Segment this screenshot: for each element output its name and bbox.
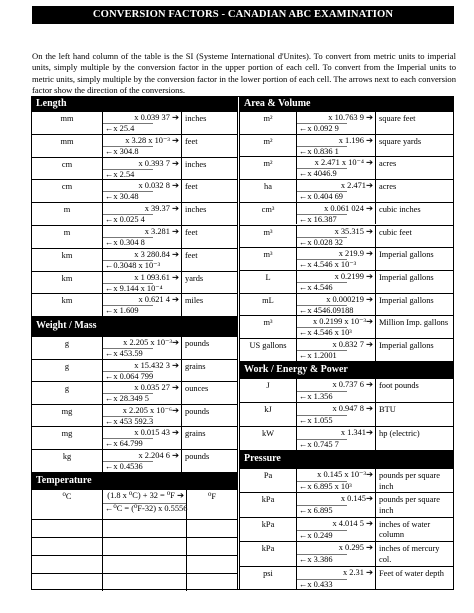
imperial-to-metric-factor: ←x 2.54	[105, 169, 135, 179]
imperial-unit: feet	[185, 136, 198, 146]
imperial-to-metric-factor: ←x 1.2001	[299, 351, 337, 360]
imperial-to-metric-factor: ←0.3048 x 10⁻³	[105, 260, 161, 270]
imperial-to-metric-factor: ←x 4.546	[299, 282, 333, 292]
si-unit: mg	[61, 429, 73, 439]
imperial-to-metric-factor: ←x 0.304 8	[105, 238, 145, 247]
conversion-row	[32, 179, 237, 202]
imperial-unit: inches	[185, 159, 207, 169]
imperial-unit: BTU	[379, 405, 396, 414]
factor-cell	[296, 542, 376, 565]
imperial-unit: feet	[185, 182, 198, 192]
si-unit: J	[266, 381, 270, 390]
imperial-to-metric-factor: ←x 9.144 x 10⁻⁴	[105, 283, 163, 293]
factor-cell	[102, 158, 182, 180]
imperial-unit: acres	[379, 182, 397, 192]
factor-cell	[102, 249, 182, 271]
conversion-row	[240, 202, 453, 225]
si-unit: km	[61, 296, 73, 306]
conversion-row	[240, 225, 453, 248]
conversion-row	[32, 225, 237, 248]
factor-cell	[102, 405, 182, 427]
empty-cell	[102, 574, 187, 591]
section-pressure-header: Pressure	[240, 450, 453, 468]
conversion-row	[32, 293, 237, 316]
imperial-to-metric-factor: ←x 0.028 32	[299, 237, 343, 247]
conversion-row	[240, 270, 453, 293]
si-unit: mm	[60, 136, 74, 146]
imperial-unit: cubic feet	[379, 227, 412, 237]
si-unit: m²	[263, 136, 273, 146]
imperial-unit: inches of water column	[379, 519, 431, 540]
center-divider	[237, 97, 238, 589]
imperial-to-metric-factor: ←x 1.609	[105, 306, 139, 316]
empty-row	[32, 537, 237, 555]
section-length-header: Length	[32, 97, 237, 111]
factor-cell	[102, 427, 182, 449]
imperial-unit: Imperial gallons	[379, 250, 434, 260]
factor-cell	[102, 294, 182, 316]
conversion-row	[240, 426, 453, 450]
metric-to-imperial-factor: x 15.432 3 ➔	[134, 360, 179, 370]
imperial-to-metric-factor: ←x 4.546 x 10⁻³	[299, 260, 357, 270]
conversion-row	[32, 157, 237, 180]
imperial-to-metric-factor: ←x 6.895	[299, 506, 333, 516]
imperial-unit: Imperial gallons	[379, 272, 434, 282]
si-unit: km	[61, 273, 73, 283]
imperial-to-metric-factor: ←x 0.025 4	[105, 215, 145, 225]
si-unit: m	[63, 205, 71, 215]
si-unit: m³	[263, 318, 273, 328]
imperial-to-metric-factor: ←x 0.4536	[105, 462, 143, 471]
factor-cell	[296, 567, 376, 590]
conversion-row	[240, 315, 453, 338]
metric-to-imperial-factor: x 0.295 ➔	[338, 543, 373, 553]
temperature-row	[32, 489, 237, 519]
factor-cell	[102, 337, 182, 359]
conversion-row	[240, 541, 453, 565]
imperial-to-metric-factor: ←x 0.092 9	[299, 124, 339, 133]
page-title: CONVERSION FACTORS - CANADIAN ABC EXAMINATION	[32, 6, 454, 24]
si-unit: cm	[61, 182, 73, 192]
si-unit: US gallons	[249, 341, 287, 350]
si-unit: cm³	[261, 204, 275, 214]
factor-cell	[102, 203, 182, 225]
si-unit: kg	[62, 452, 72, 461]
factor-cell	[296, 469, 376, 492]
metric-to-imperial-factor: x 0.737 6 ➔	[332, 380, 373, 389]
metric-to-imperial-factor: x 35.315 ➔	[334, 226, 373, 236]
conversion-row	[32, 426, 237, 449]
factor-cell	[102, 382, 182, 404]
imperial-to-metric-factor: ←x 453 592.3	[105, 416, 154, 426]
conversion-row	[32, 404, 237, 427]
metric-to-imperial-factor: x 0.2199 ➔	[334, 271, 373, 281]
conversion-table	[31, 96, 454, 590]
imperial-unit: pounds	[185, 339, 210, 348]
si-unit: m²	[263, 114, 273, 123]
conversion-row	[240, 156, 453, 179]
imperial-unit: Imperial gallons	[379, 295, 434, 305]
imperial-to-metric-factor: ←x 304.8	[105, 146, 139, 156]
imperial-unit: pounds per square inch	[379, 471, 440, 491]
section-area-volume-header: Area & Volume	[240, 97, 453, 111]
imperial-to-metric-factor: ←x 0.433	[299, 579, 333, 589]
empty-cell	[102, 556, 187, 573]
metric-to-imperial-factor: x 2.205 x 10⁻³➔	[123, 338, 179, 347]
metric-to-imperial-factor: x 0.2199 x 10⁻³➔	[312, 317, 373, 327]
si-unit: m³	[263, 227, 273, 237]
metric-to-imperial-factor: x 0.145 x 10⁻³➔	[317, 470, 373, 479]
imperial-unit: grains	[185, 429, 206, 439]
si-unit: ha	[264, 182, 272, 192]
conversion-row	[240, 492, 453, 516]
imperial-to-metric-factor: ←⁰C = (⁰F-32) x 0.5556	[105, 504, 188, 513]
imperial-to-metric-factor: ←x 0.836 1	[299, 146, 339, 156]
factor-cell	[102, 360, 182, 382]
si-unit: cm	[61, 159, 73, 169]
si-unit: kJ	[264, 405, 272, 414]
metric-to-imperial-factor: x 1.341➔	[340, 428, 373, 437]
metric-to-imperial-factor: x 3.28 x 10⁻³ ➔	[125, 135, 179, 145]
conversion-row	[240, 338, 453, 361]
imperial-unit: miles	[185, 296, 204, 306]
empty-cell	[102, 538, 187, 555]
metric-to-imperial-factor: x 2.471➔	[340, 181, 373, 191]
si-unit: ⁰C	[62, 492, 72, 501]
section-weight-header: Weight / Mass	[32, 316, 237, 336]
empty-row	[32, 573, 237, 591]
factor-cell	[296, 203, 376, 225]
empty-row	[32, 555, 237, 573]
factor-cell	[102, 490, 187, 519]
imperial-unit: yards	[185, 273, 204, 283]
si-unit: mm	[60, 114, 74, 123]
metric-to-imperial-factor: x 2.205 x 10⁻⁶➔	[122, 405, 179, 415]
metric-to-imperial-factor: x 0.947 8 ➔	[332, 404, 373, 413]
si-unit: m²	[263, 159, 273, 169]
metric-to-imperial-factor: x 2.471 x 10⁻⁴ ➔	[314, 158, 373, 168]
factor-cell	[296, 248, 376, 270]
imperial-unit: ⁰F	[207, 492, 216, 501]
factor-cell	[296, 226, 376, 248]
imperial-to-metric-factor: ←x 16.387	[299, 214, 337, 224]
si-unit: g	[64, 339, 70, 348]
imperial-to-metric-factor: ←x 1.356	[299, 392, 333, 401]
conversion-row	[240, 179, 453, 202]
factor-cell	[102, 450, 182, 472]
imperial-to-metric-factor: ←x 4046.9	[299, 169, 337, 179]
imperial-unit: hp (electric)	[379, 429, 420, 438]
si-unit: kPa	[261, 544, 275, 554]
metric-to-imperial-factor: x 0.145➔	[340, 494, 373, 504]
factor-cell	[102, 135, 182, 157]
conversion-row	[240, 293, 453, 316]
conversion-row	[32, 111, 237, 134]
conversion-row	[240, 378, 453, 402]
metric-to-imperial-factor: x 0.015 43 ➔	[134, 428, 179, 438]
factor-cell	[296, 112, 376, 134]
imperial-to-metric-factor: ←x 0.249	[299, 530, 333, 540]
metric-to-imperial-factor: x 3.281 ➔	[144, 227, 179, 236]
metric-to-imperial-factor: x 2.31 ➔	[342, 567, 373, 577]
imperial-unit: grains	[185, 361, 206, 371]
factor-cell	[296, 427, 376, 450]
imperial-unit: feet	[185, 250, 198, 260]
section-temperature-header: Temperature	[32, 472, 237, 489]
si-unit: psi	[263, 568, 273, 578]
metric-to-imperial-factor: x 39.37 ➔	[144, 204, 179, 214]
factor-cell	[102, 272, 182, 294]
imperial-to-metric-factor: ←x 28.349 5	[105, 394, 149, 404]
intro-paragraph: On the left hand column of the table is the SI (Systeme International d'Unites). To convert from metric units to imperial units, simply multiple by the conversion factor in the upper portion of each cell. To convert from the Imperial units to metric units, simply multiple by the conversion factor in the lower portion of each cell. The arrows next to each conversion factor show the direction of the conversions.	[32, 51, 456, 96]
factor-cell	[296, 180, 376, 202]
imperial-to-metric-factor: ←x 4546.09188	[299, 305, 354, 315]
imperial-to-metric-factor: ←x 1.055	[299, 416, 333, 425]
metric-to-imperial-factor: x 0.393 7 ➔	[138, 158, 179, 168]
metric-to-imperial-factor: x 1 093.61 ➔	[134, 272, 179, 282]
metric-to-imperial-factor: x 3 280.84 ➔	[134, 249, 179, 259]
conversion-row	[240, 247, 453, 270]
imperial-to-metric-factor: ←x 4.546 x 10³	[299, 328, 352, 338]
imperial-unit: Million Imp. gallons	[379, 318, 449, 328]
imperial-to-metric-factor: ←x 453.59	[105, 349, 143, 358]
si-unit: g	[64, 361, 70, 371]
factor-cell	[102, 226, 182, 248]
factor-cell	[296, 135, 376, 157]
factor-cell	[296, 271, 376, 293]
conversion-row	[240, 111, 453, 134]
si-unit: km	[61, 250, 73, 260]
factor-cell	[296, 518, 376, 541]
si-unit: m	[63, 228, 71, 237]
conversion-row	[32, 202, 237, 225]
imperial-unit: pounds	[185, 406, 210, 416]
metric-to-imperial-factor: x 219.9 ➔	[338, 249, 373, 259]
section-work-header: Work / Energy & Power	[240, 361, 453, 378]
factor-cell	[296, 403, 376, 426]
imperial-unit: pounds per square inch	[379, 495, 440, 515]
si-unit: Pa	[263, 471, 273, 480]
imperial-to-metric-factor: ←x 6.895 x 10³	[299, 482, 352, 491]
imperial-to-metric-factor: ←x 25.4	[105, 124, 135, 133]
si-unit: mL	[262, 295, 274, 305]
conversion-row	[32, 336, 237, 359]
si-unit: m³	[263, 250, 273, 260]
imperial-to-metric-factor: ←x 0.064 799	[105, 371, 154, 381]
conversion-row	[32, 271, 237, 294]
metric-to-imperial-factor: x 0.039 37 ➔	[134, 113, 179, 122]
metric-to-imperial-factor: x 10.763 9 ➔	[328, 113, 373, 122]
conversion-row	[240, 402, 453, 426]
imperial-to-metric-factor: ←x 0.404 69	[299, 192, 343, 202]
empty-row	[32, 519, 237, 537]
conversion-row	[240, 468, 453, 492]
empty-cell	[102, 520, 187, 537]
imperial-unit: inches of mercury col.	[379, 544, 440, 564]
imperial-unit: cubic inches	[379, 204, 421, 214]
conversion-row	[240, 566, 453, 590]
imperial-unit: inches	[185, 205, 207, 215]
metric-to-imperial-factor: x 0.000219 ➔	[326, 294, 373, 304]
conversion-row	[32, 134, 237, 157]
metric-to-imperial-factor: x 0.061 024 ➔	[324, 203, 373, 213]
imperial-unit: inches	[185, 114, 207, 123]
conversion-row	[240, 517, 453, 541]
si-unit: kPa	[261, 495, 275, 505]
imperial-unit: acres	[379, 159, 397, 169]
imperial-unit: foot pounds	[379, 381, 419, 390]
conversion-row	[240, 134, 453, 157]
si-unit: mg	[61, 406, 73, 416]
metric-to-imperial-factor: x 0.032 8 ➔	[138, 181, 179, 191]
conversion-row	[32, 359, 237, 382]
imperial-to-metric-factor: ←x 0.745 7	[299, 440, 339, 449]
imperial-unit: square yards	[379, 136, 422, 146]
center-divider-2	[239, 97, 240, 589]
metric-to-imperial-factor: x 0.035 27 ➔	[134, 383, 179, 393]
conversion-row	[32, 248, 237, 271]
factor-cell	[296, 339, 376, 361]
factor-cell	[296, 294, 376, 316]
conversion-row	[32, 449, 237, 472]
imperial-unit: Imperial gallons	[379, 341, 434, 350]
metric-to-imperial-factor: x 0.832 7 ➔	[332, 340, 373, 349]
factor-cell	[102, 112, 182, 134]
imperial-unit: pounds	[185, 452, 210, 461]
imperial-unit: ounces	[185, 384, 209, 394]
metric-to-imperial-factor: x 0.621 4 ➔	[138, 295, 179, 305]
factor-cell	[296, 316, 376, 338]
metric-to-imperial-factor: (1.8 x ⁰C) + 32 = ⁰F ➔	[107, 491, 184, 500]
factor-cell	[296, 379, 376, 402]
si-unit: L	[265, 272, 271, 282]
imperial-unit: square feet	[379, 114, 416, 123]
imperial-to-metric-factor: ←x 64.799	[105, 439, 143, 449]
imperial-unit: feet	[185, 228, 198, 237]
factor-cell	[296, 157, 376, 179]
si-unit: kPa	[261, 519, 275, 529]
metric-to-imperial-factor: x 4.014 5 ➔	[332, 518, 373, 528]
si-unit: kW	[261, 429, 275, 438]
factor-cell	[296, 493, 376, 516]
imperial-unit: Feet of water depth	[379, 568, 444, 578]
si-unit: g	[64, 384, 70, 394]
metric-to-imperial-factor: x 2.204 6 ➔	[138, 451, 179, 460]
metric-to-imperial-factor: x 1.196 ➔	[338, 135, 373, 145]
imperial-to-metric-factor: ←x 30.48	[105, 192, 139, 202]
imperial-to-metric-factor: ←x 3.386	[299, 555, 333, 565]
factor-cell	[102, 180, 182, 202]
conversion-row	[32, 381, 237, 404]
